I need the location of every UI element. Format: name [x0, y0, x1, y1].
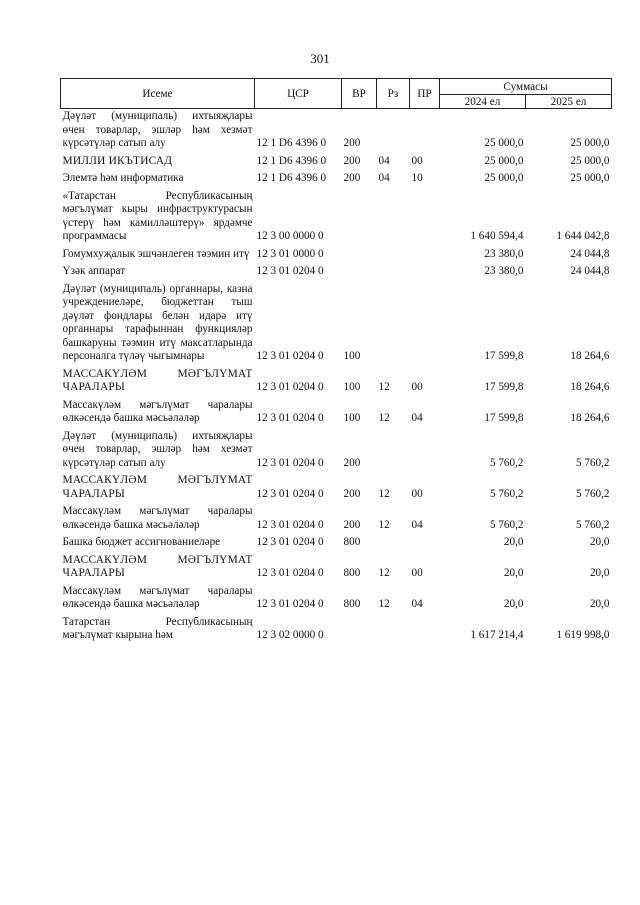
- row-vr: 800: [343, 536, 361, 548]
- table-row: [61, 429, 612, 474]
- row-amount-2025: 18 264,6: [570, 350, 610, 362]
- row-amount-2025: 1 619 998,0: [556, 629, 610, 641]
- row-vr: 200: [343, 172, 361, 184]
- row-pr: 04: [411, 598, 423, 610]
- row-rz: [377, 247, 410, 265]
- row-vr: 100: [343, 412, 361, 424]
- table-row: [61, 584, 612, 615]
- table-row: [61, 473, 612, 504]
- table-row: [61, 504, 612, 535]
- row-amount-2024: 5 760,2: [489, 518, 524, 531]
- row-amount-2025: 18 264,6: [570, 412, 610, 424]
- row-amount-2025: 5 760,2: [575, 518, 610, 531]
- row-pr: 04: [411, 518, 423, 531]
- row-amount-2025: 25 000,0: [570, 172, 610, 184]
- table-row: [61, 615, 612, 646]
- row-csr: 12 1 D6 4396 0: [256, 154, 327, 167]
- header-sums: Суммасы: [440, 79, 612, 95]
- row-name: Элемтә һәм информатика: [62, 172, 184, 184]
- row-pr: 00: [411, 154, 423, 167]
- row-rz: 12: [378, 518, 390, 531]
- table-row: [61, 171, 612, 189]
- row-amount-2024: 23 380,0: [484, 265, 524, 277]
- row-rz: [377, 189, 410, 247]
- row-csr: 12 3 01 0204 0: [256, 456, 324, 469]
- row-rz: 04: [378, 154, 390, 167]
- header-vr: ВР: [342, 79, 377, 109]
- header-csr: ЦСР: [255, 79, 342, 109]
- row-amount-2025: 5 760,2: [575, 456, 610, 469]
- row-vr: [342, 189, 377, 247]
- row-amount-2024: 25 000,0: [484, 137, 524, 149]
- row-name: Дәүләт (муниципаль) органнары, казна учреждениеләре, бюджеттан тыш дәүләт фондлары белән идарә итү органнары тарафыннан функцияләр башкаруны тәэмин итү максатларында персоналга түләү чыгымнары: [62, 282, 253, 362]
- row-csr: 12 3 01 0204 0: [256, 536, 324, 548]
- row-name: МИЛЛИ ИКЪТИСАД: [62, 154, 173, 167]
- row-pr: [410, 615, 440, 646]
- row-vr: 200: [343, 456, 361, 469]
- row-amount-2024: 1 640 594,4: [470, 230, 524, 242]
- row-csr: 12 3 01 0204 0: [256, 598, 324, 610]
- row-pr: [410, 189, 440, 247]
- row-csr: 12 1 D6 4396 0: [256, 172, 327, 184]
- row-amount-2024: 20,0: [503, 567, 524, 579]
- row-pr: 04: [411, 412, 423, 424]
- row-rz: 12: [378, 598, 390, 610]
- row-rz: 12: [378, 487, 390, 500]
- row-name: Массакүләм мәгълүмат чаралары өлкәсендә башка мәсьәләләр: [62, 398, 253, 424]
- row-amount-2024: 23 380,0: [484, 247, 524, 260]
- row-name: Татарстан Республикасының мәгълүмат кырына һәм: [62, 615, 253, 641]
- row-rz: 12: [378, 412, 390, 424]
- table-header: [61, 79, 612, 109]
- row-amount-2025: 24 044,8: [570, 247, 610, 260]
- row-name: МАССАКҮЛӘМ МӘГЪЛҮМАТ ЧАРАЛАРЫ: [62, 474, 253, 500]
- row-amount-2025: 20,0: [589, 598, 610, 610]
- row-amount-2024: 17 599,8: [484, 350, 524, 362]
- row-vr: [342, 615, 377, 646]
- row-rz: [377, 429, 410, 474]
- table-row: [61, 264, 612, 282]
- header-year-2025: 2025 ел: [526, 95, 612, 109]
- header-year-2024: 2024 ел: [440, 95, 526, 109]
- row-vr: 200: [343, 518, 361, 531]
- header-rz: Рз: [377, 79, 410, 109]
- row-name: МАССАКҮЛӘМ МӘГЪЛҮМАТ ЧАРАЛАРЫ: [62, 553, 253, 579]
- row-pr: [410, 282, 440, 367]
- row-csr: 12 3 00 0000 0: [256, 230, 324, 242]
- row-name: Дәүләт (муниципаль) ихтыяҗлары өчен товарлар, эшләр һәм хезмәт күрсәтүләр сатып алу: [62, 429, 253, 469]
- row-csr: 12 3 01 0000 0: [256, 247, 324, 260]
- row-amount-2024: 25 000,0: [484, 154, 524, 167]
- table-row: [61, 367, 612, 398]
- row-pr: 00: [411, 381, 423, 393]
- row-name: МАССАКҮЛӘМ МӘГЪЛҮМАТ ЧАРАЛАРЫ: [62, 367, 253, 393]
- row-rz: 12: [378, 381, 390, 393]
- table-row: [61, 398, 612, 429]
- row-rz: [377, 615, 410, 646]
- row-amount-2025: 24 044,8: [570, 265, 610, 277]
- row-pr: 00: [411, 487, 423, 500]
- row-amount-2024: 17 599,8: [484, 381, 524, 393]
- row-amount-2024: 20,0: [503, 536, 524, 548]
- row-rz: 12: [378, 567, 390, 579]
- row-vr: 800: [343, 567, 361, 579]
- row-amount-2025: 18 264,6: [570, 381, 610, 393]
- table-row: [61, 247, 612, 265]
- row-csr: 12 3 01 0204 0: [256, 412, 324, 424]
- table-row: [61, 109, 612, 154]
- row-vr: 200: [343, 154, 361, 167]
- row-pr: [410, 264, 440, 282]
- row-name: Гомумхуҗалык эшчәнлеген тәэмин итү: [62, 247, 250, 260]
- row-csr: 12 3 01 0204 0: [256, 265, 324, 277]
- row-pr: [410, 429, 440, 474]
- row-name: «Татарстан Республикасының мәгълүмат кыры инфраструктурасын үстерү һәм камилләштерү» ярдәмче программасы: [62, 189, 253, 242]
- row-amount-2025: 20,0: [589, 567, 610, 579]
- header-name: Исеме: [61, 79, 255, 109]
- row-name: Массакүләм мәгълүмат чаралары өлкәсендә башка мәсьәләләр: [62, 505, 253, 531]
- row-amount-2024: 25 000,0: [484, 172, 524, 184]
- row-vr: 200: [343, 487, 361, 500]
- row-vr: 100: [343, 350, 361, 362]
- table-row: [61, 553, 612, 584]
- table-body: [61, 109, 612, 646]
- row-amount-2024: 5 760,2: [489, 456, 524, 469]
- row-amount-2024: 1 617 214,4: [470, 629, 524, 641]
- row-name: Үзәк аппарат: [62, 265, 126, 277]
- row-vr: 800: [343, 598, 361, 610]
- row-amount-2024: 17 599,8: [484, 412, 524, 424]
- row-pr: 10: [411, 172, 423, 184]
- table-row: [61, 282, 612, 367]
- row-amount-2024: 20,0: [503, 598, 524, 610]
- row-amount-2025: 5 760,2: [575, 487, 610, 500]
- row-rz: [377, 535, 410, 553]
- row-name: Дәүләт (муниципаль) ихтыяҗлары өчен товарлар, эшләр һәм хезмәт күрсәтүләр сатып алу: [62, 110, 253, 149]
- row-csr: 12 3 02 0000 0: [256, 629, 324, 641]
- table-row: [61, 154, 612, 172]
- row-vr: [342, 247, 377, 265]
- page-number: 301: [310, 51, 330, 66]
- row-name: Башка бюджет ассигнованиеләре: [62, 536, 221, 548]
- row-name: Массакүләм мәгълүмат чаралары өлкәсендә башка мәсьәләләр: [62, 584, 253, 610]
- budget-table: [60, 78, 612, 646]
- row-vr: 200: [343, 137, 361, 149]
- row-csr: 12 3 01 0204 0: [256, 487, 324, 500]
- row-amount-2025: 25 000,0: [570, 154, 610, 167]
- row-pr: 00: [411, 567, 423, 579]
- row-csr: 12 3 01 0204 0: [256, 518, 324, 531]
- row-amount-2025: 20,0: [589, 536, 610, 548]
- table-row: [61, 535, 612, 553]
- row-csr: 12 3 01 0204 0: [256, 567, 324, 579]
- row-rz: [377, 282, 410, 367]
- row-vr: 100: [343, 381, 361, 393]
- table-row: [61, 189, 612, 247]
- row-rz: 04: [378, 172, 390, 184]
- row-rz: [377, 264, 410, 282]
- row-pr: [410, 109, 440, 154]
- row-amount-2025: 1 644 042,8: [556, 230, 610, 242]
- row-pr: [410, 247, 440, 265]
- row-pr: [410, 535, 440, 553]
- row-vr: [342, 264, 377, 282]
- row-rz: [377, 109, 410, 154]
- header-pr: ПР: [410, 79, 440, 109]
- row-amount-2025: 25 000,0: [570, 137, 610, 149]
- row-csr: 12 1 D6 4396 0: [256, 137, 327, 149]
- row-csr: 12 3 01 0204 0: [256, 350, 324, 362]
- row-csr: 12 3 01 0204 0: [256, 381, 324, 393]
- row-amount-2024: 5 760,2: [489, 487, 524, 500]
